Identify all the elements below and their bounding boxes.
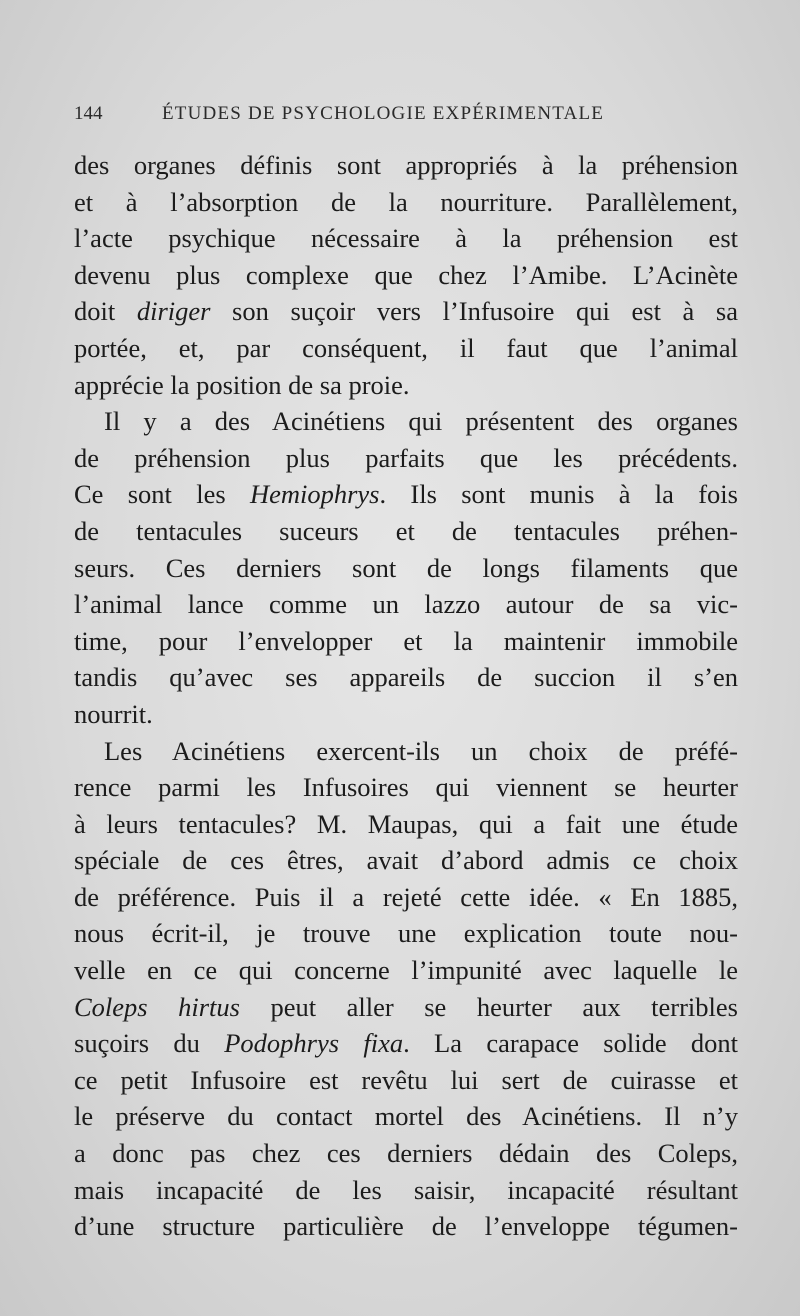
text-segment: d’une structure particulière de l’enveloppe tégumen-: [74, 1211, 738, 1242]
text-segment: mais incapacité de les saisir, incapacité résultant: [74, 1174, 738, 1205]
text-line: [74, 147, 738, 184]
text-segment: des organes définis sont appropriés à la préhension: [74, 150, 738, 180]
running-head: [74, 103, 738, 143]
text-segment: devenu plus complexe que chez l’Amibe. L’Acinète: [74, 259, 738, 290]
text-line: [74, 1062, 738, 1099]
text-line: [74, 220, 738, 257]
italic-term: Hemiophrys: [249, 479, 380, 510]
text-line: [74, 1098, 738, 1135]
text-line: [74, 330, 738, 367]
text-segment: et à l’absorption de la nourriture. Parallèlement,: [74, 186, 738, 217]
text-line: [74, 659, 738, 696]
text-line: [74, 989, 738, 1026]
text-segment: nourrit.: [74, 698, 153, 729]
text-line: [74, 476, 738, 513]
page-number: 144: [74, 103, 103, 124]
text-segment: ce petit Infusoire est revêtu lui sert de cuirasse et: [74, 1064, 738, 1095]
text-line: [74, 915, 738, 952]
book-page: [74, 103, 738, 1245]
text-line: [74, 367, 738, 404]
text-line: [74, 806, 738, 843]
text-line: [74, 586, 738, 623]
text-segment: a donc pas chez ces derniers dédain des Coleps,: [74, 1138, 738, 1169]
text-segment: spéciale de ces êtres, avait d’abord admis ce choix: [74, 845, 738, 876]
text-segment: de tentacules suceurs et de tentacules préhen-: [74, 515, 738, 546]
text-segment: l’acte psychique nécessaire à la préhension est: [74, 223, 738, 254]
running-head-title: ÉTUDES DE PSYCHOLOGIE EXPÉRIMENTALE: [162, 103, 605, 124]
italic-term: diriger: [136, 296, 211, 327]
text-segment: . Ils sont munis à la fois: [379, 479, 738, 510]
text-segment: à leurs tentacules? M. Maupas, qui a fait une étude: [74, 808, 738, 839]
body-text: [74, 147, 738, 1245]
text-line: [74, 550, 738, 587]
text-line: [74, 769, 738, 806]
text-segment: . La carapace solide dont: [403, 1028, 738, 1059]
text-line: [74, 623, 738, 660]
text-line: [74, 1208, 738, 1245]
text-line: [74, 879, 738, 916]
text-segment: time, pour l’envelopper et la maintenir immobile: [74, 625, 738, 656]
text-segment: doit: [74, 296, 137, 327]
italic-term: Podophrys fixa: [224, 1028, 404, 1059]
text-segment: l’animal lance comme un lazzo autour de sa vic-: [74, 589, 738, 620]
text-line: [74, 293, 738, 330]
text-segment: de préférence. Puis il a rejeté cette idée. « En 1885,: [74, 881, 738, 912]
text-segment: peut aller se heurter aux terribles: [239, 991, 738, 1022]
italic-term: Coleps hirtus: [74, 991, 240, 1022]
text-segment: suçoirs du: [74, 1028, 225, 1059]
text-line: [74, 1172, 738, 1209]
text-line: [74, 842, 738, 879]
text-segment: nous écrit-il, je trouve une explication toute nou-: [74, 918, 738, 949]
text-segment: son suçoir vers l’Infusoire qui est à sa: [210, 296, 738, 327]
text-segment: Les Acinétiens exercent-ils un choix de préfé-: [104, 735, 738, 766]
text-segment: portée, et, par conséquent, il faut que l’animal: [74, 332, 738, 363]
text-line: [74, 513, 738, 550]
text-segment: Il y a des Acinétiens qui présentent des organes: [104, 406, 738, 437]
text-segment: apprécie la position de sa proie.: [74, 369, 410, 400]
text-line: [74, 184, 738, 221]
text-segment: le préserve du contact mortel des Acinétiens. Il n’y: [74, 1101, 738, 1132]
text-segment: tandis qu’avec ses appareils de succion il s’en: [74, 662, 738, 693]
text-line: [74, 1025, 738, 1062]
text-segment: de préhension plus parfaits que les précédents.: [74, 442, 738, 473]
text-line: [74, 696, 738, 733]
text-segment: rence parmi les Infusoires qui viennent se heurter: [74, 772, 738, 803]
text-segment: Ce sont les: [74, 479, 250, 510]
text-segment: velle en ce qui concerne l’impunité avec laquelle le: [74, 955, 738, 986]
text-line: [74, 733, 738, 770]
text-line: [74, 440, 738, 477]
text-line: [74, 952, 738, 989]
text-line: [74, 1135, 738, 1172]
text-line: [74, 403, 738, 440]
text-line: [74, 257, 738, 294]
text-segment: seurs. Ces derniers sont de longs filaments que: [74, 552, 738, 583]
